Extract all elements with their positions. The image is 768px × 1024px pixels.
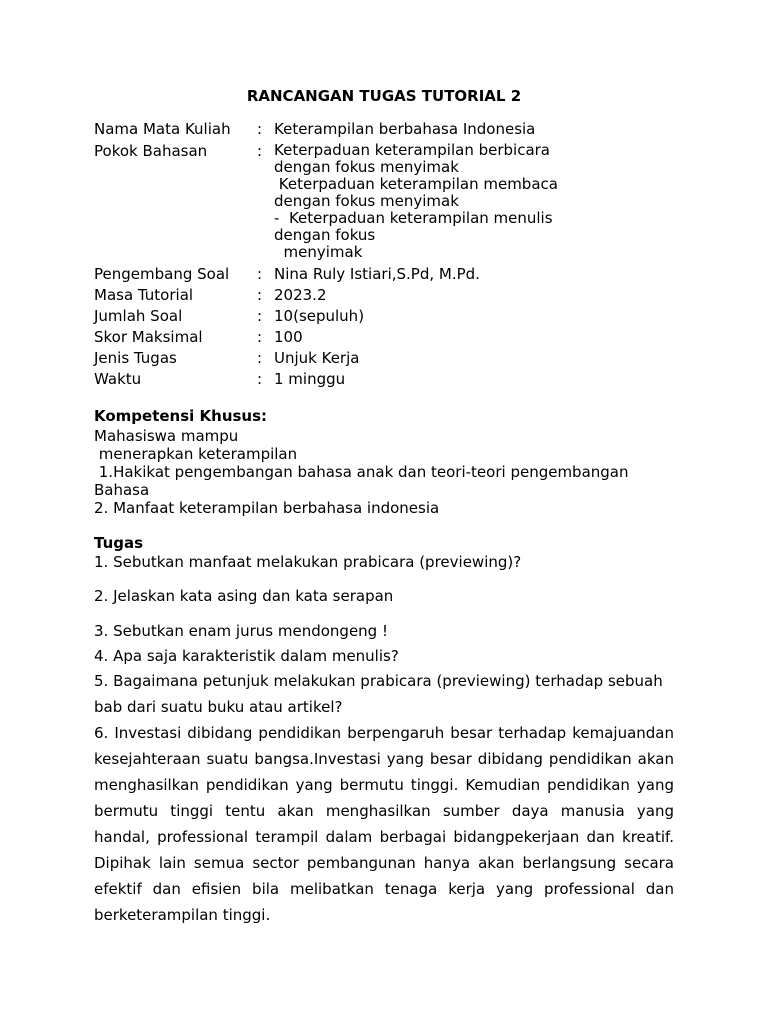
competency-line: 1.Hakikat pengembangan bahasa anak dan teori-teori pengembangan [94, 463, 629, 481]
task-item-2: 2. Jelaskan kata asing dan kata serapan [94, 587, 394, 605]
meta-sep: : [257, 370, 263, 388]
task-item-3: 3. Sebutkan enam jurus mendongeng ! [94, 622, 388, 640]
meta-label: Jenis Tugas [94, 349, 177, 367]
competency-line: menerapkan keterampilan [94, 445, 298, 463]
topic-line: - Keterpaduan keterampilan menulis [274, 209, 553, 227]
meta-value: 100 [274, 328, 303, 346]
meta-sep: : [257, 286, 263, 304]
meta-row-period [94, 286, 674, 304]
meta-row-author [94, 265, 674, 283]
topic-line: Keterpaduan keterampilan membaca [274, 175, 558, 193]
meta-value: 2023.2 [274, 286, 327, 304]
meta-row-score [94, 328, 674, 346]
meta-value: 1 minggu [274, 370, 346, 388]
document-title: RANCANGAN TUGAS TUTORIAL 2 [246, 87, 522, 105]
topic-line: dengan fokus menyimak [274, 158, 459, 176]
meta-sep: : [257, 328, 263, 346]
topic-line: menyimak [274, 243, 363, 261]
competency-section [94, 407, 674, 517]
topic-line: dengan fokus [274, 226, 376, 244]
meta-sep: : [257, 265, 263, 283]
meta-value: Nina Ruly Istiari,S.Pd, M.Pd. [274, 265, 480, 283]
meta-label: Pokok Bahasan [94, 142, 208, 160]
meta-value: 10(sepuluh) [274, 307, 365, 325]
meta-value: Unjuk Kerja [274, 349, 360, 367]
task-item-4: 4. Apa saja karakteristik dalam menulis? [94, 647, 399, 665]
task-item-1: 1. Sebutkan manfaat melakukan prabicara (previewing)? [94, 553, 522, 571]
meta-sep: : [257, 120, 263, 138]
topic-line: Keterpaduan keterampilan berbicara [274, 141, 550, 159]
meta-row-count [94, 307, 674, 325]
meta-value-topics [274, 142, 674, 261]
tasks-heading: Tugas [94, 534, 144, 552]
meta-row-time [94, 370, 674, 388]
task-item-6: 6. Investasi dibidang pendidikan berpengaruh besar terhadap kemajuandan kesejahteraan suatu bangsa.Investasi yang besar dibidang pendidikan akan menghasilkan pendidikan yang bermutu tinggi. Kemudian pendidikan yang bermutu tinggi tentu akan menghasilkan sumber daya manusia yang handal, professional terampil dalam berbagai bidangpekerjaan dan kreatif. Dipihak lain semua sector pembangunan hanya akan berlangsung secara efektif dan efisien bila melibatkan tenaga kerja yang professional dan berketerampilan tinggi. [94, 724, 674, 924]
meta-label: Nama Mata Kuliah [94, 120, 231, 138]
meta-row-course [94, 120, 674, 138]
meta-sep: : [257, 142, 263, 160]
meta-row-topic [94, 142, 674, 261]
meta-label: Masa Tutorial [94, 286, 194, 304]
meta-sep: : [257, 349, 263, 367]
task-item-5: 5. Bagaimana petunjuk melakukan prabicara (previewing) terhadap sebuah bab dari suatu buku atau artikel? [94, 672, 663, 716]
topic-line: dengan fokus menyimak [274, 192, 459, 210]
competency-line: Bahasa [94, 481, 150, 499]
meta-value: Keterampilan berbahasa Indonesia [274, 120, 536, 138]
competency-line: Mahasiswa mampu [94, 427, 239, 445]
meta-row-type [94, 349, 674, 367]
competency-line: 2. Manfaat keterampilan berbahasa indonesia [94, 499, 440, 517]
meta-label: Jumlah Soal [94, 307, 183, 325]
meta-label: Pengembang Soal [94, 265, 230, 283]
competency-heading: Kompetensi Khusus: [94, 407, 268, 425]
meta-label: Waktu [94, 370, 142, 388]
meta-label: Skor Maksimal [94, 328, 203, 346]
meta-sep: : [257, 307, 263, 325]
